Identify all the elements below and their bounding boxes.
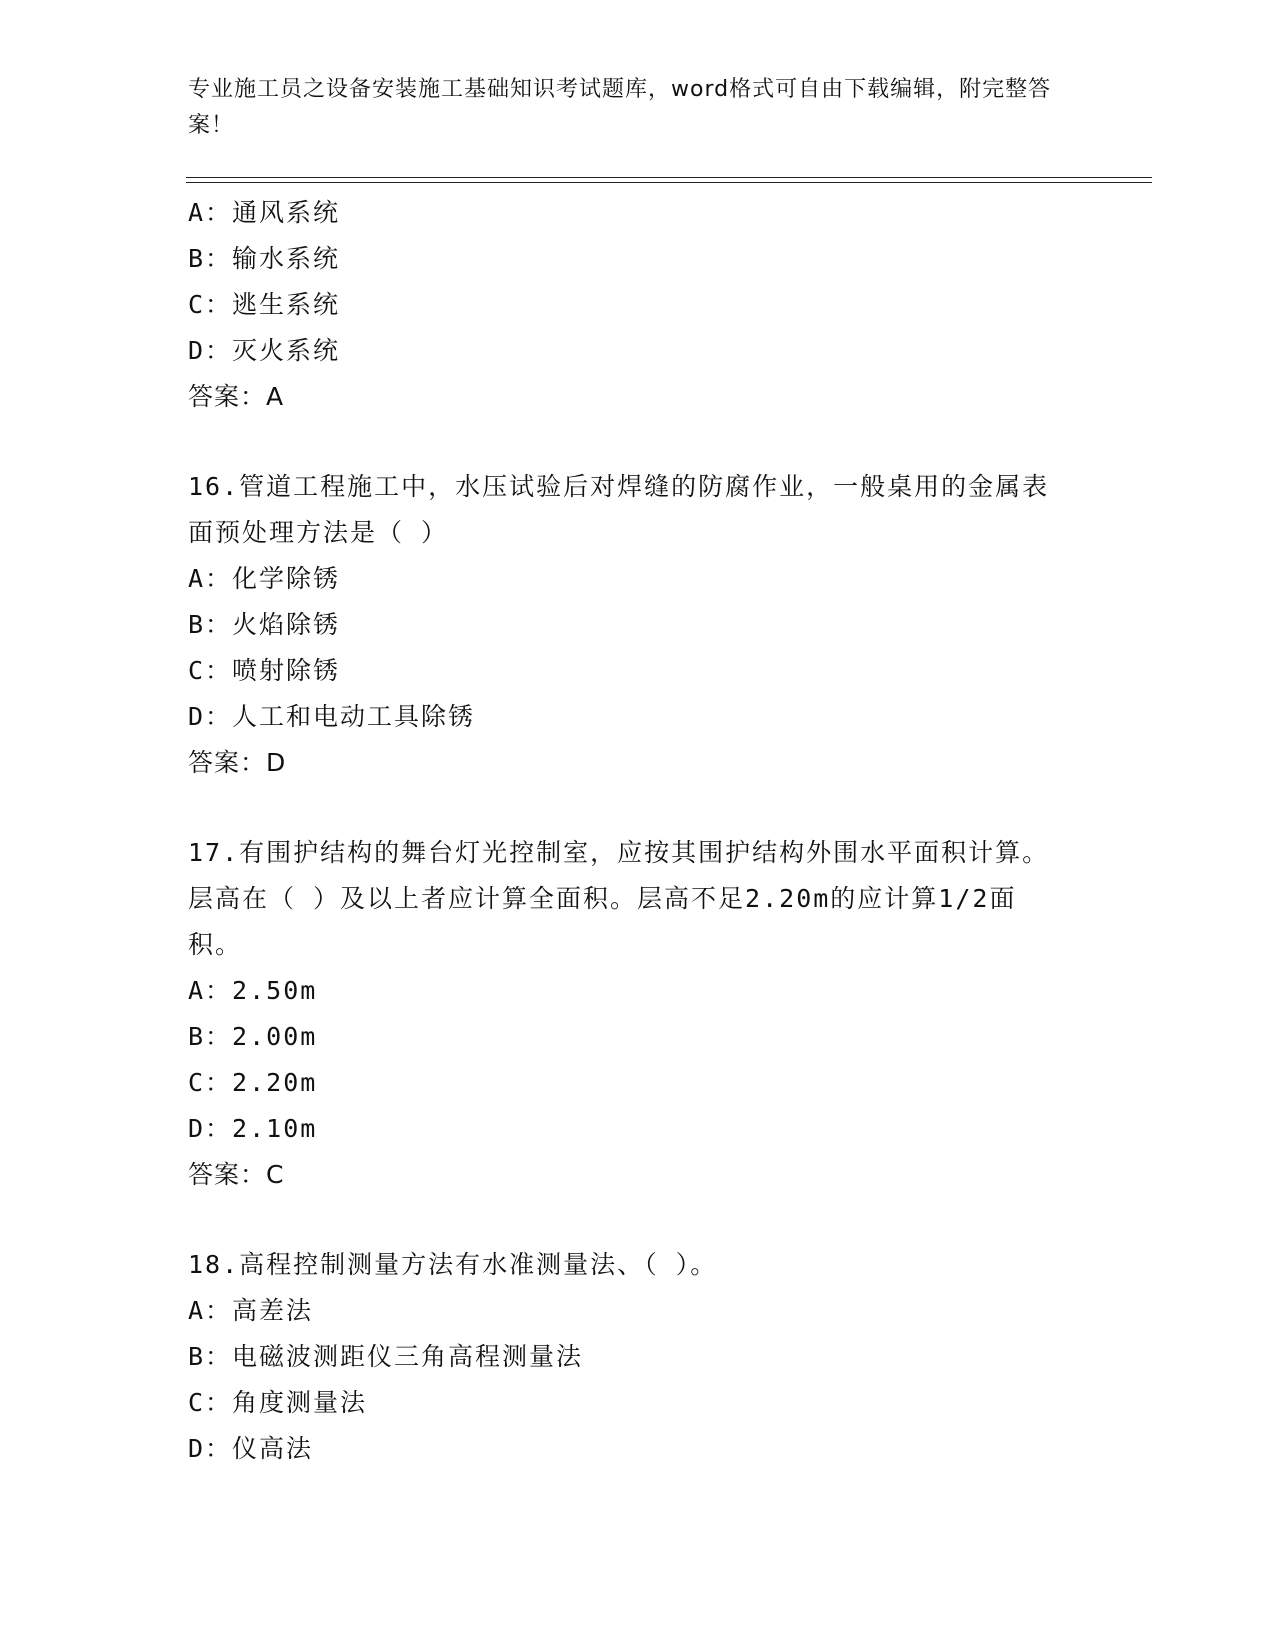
answer-line: 答案：C [188,1160,285,1189]
option-a: A：化学除锈 [188,564,341,593]
option-d: D：2.10m [188,1114,318,1143]
question-text: 16.管道工程施工中，水压试验后对焊缝的防腐作业，一般桌用的金属表面预处理方法是（ ） [188,472,1050,547]
question-text: 17.有围护结构的舞台灯光控制室，应按其围护结构外围水平面积计算。层高在（ ）及以上者应计算全面积。层高不足2.20m的应计算1/2面积。 [188,838,1050,959]
question-18 [188,1242,1088,1472]
option-a: A：高差法 [188,1296,314,1325]
option-c: C：2.20m [188,1068,318,1097]
option-b: B：火焰除锈 [188,610,341,639]
option-a: A：2.50m [188,976,318,1005]
document-header: 专业施工员之设备安装施工基础知识考试题库，word格式可自由下载编辑，附完整答案！ [188,77,1052,138]
option-c: C：角度测量法 [188,1388,368,1417]
header-divider-bottom [186,182,1152,183]
answer-line: 答案：D [188,748,287,777]
option-c: C：逃生系统 [188,290,341,319]
answer-line: 答案：A [188,382,285,411]
question-list [188,190,1088,1472]
option-b: B：输水系统 [188,244,341,273]
option-d: D：灭火系统 [188,336,341,365]
option-d: D：仪高法 [188,1434,314,1463]
header-divider-top [186,177,1152,178]
option-b: B：2.00m [188,1022,318,1051]
question-15 [188,190,1088,420]
option-c: C：喷射除锈 [188,656,341,685]
question-text: 18.高程控制测量方法有水准测量法、（ ）。 [188,1250,718,1279]
option-a: A：通风系统 [188,198,341,227]
question-17 [188,830,1088,1198]
option-d: D：人工和电动工具除锈 [188,702,476,731]
question-16 [188,464,1088,786]
option-b: B：电磁波测距仪三角高程测量法 [188,1342,584,1371]
